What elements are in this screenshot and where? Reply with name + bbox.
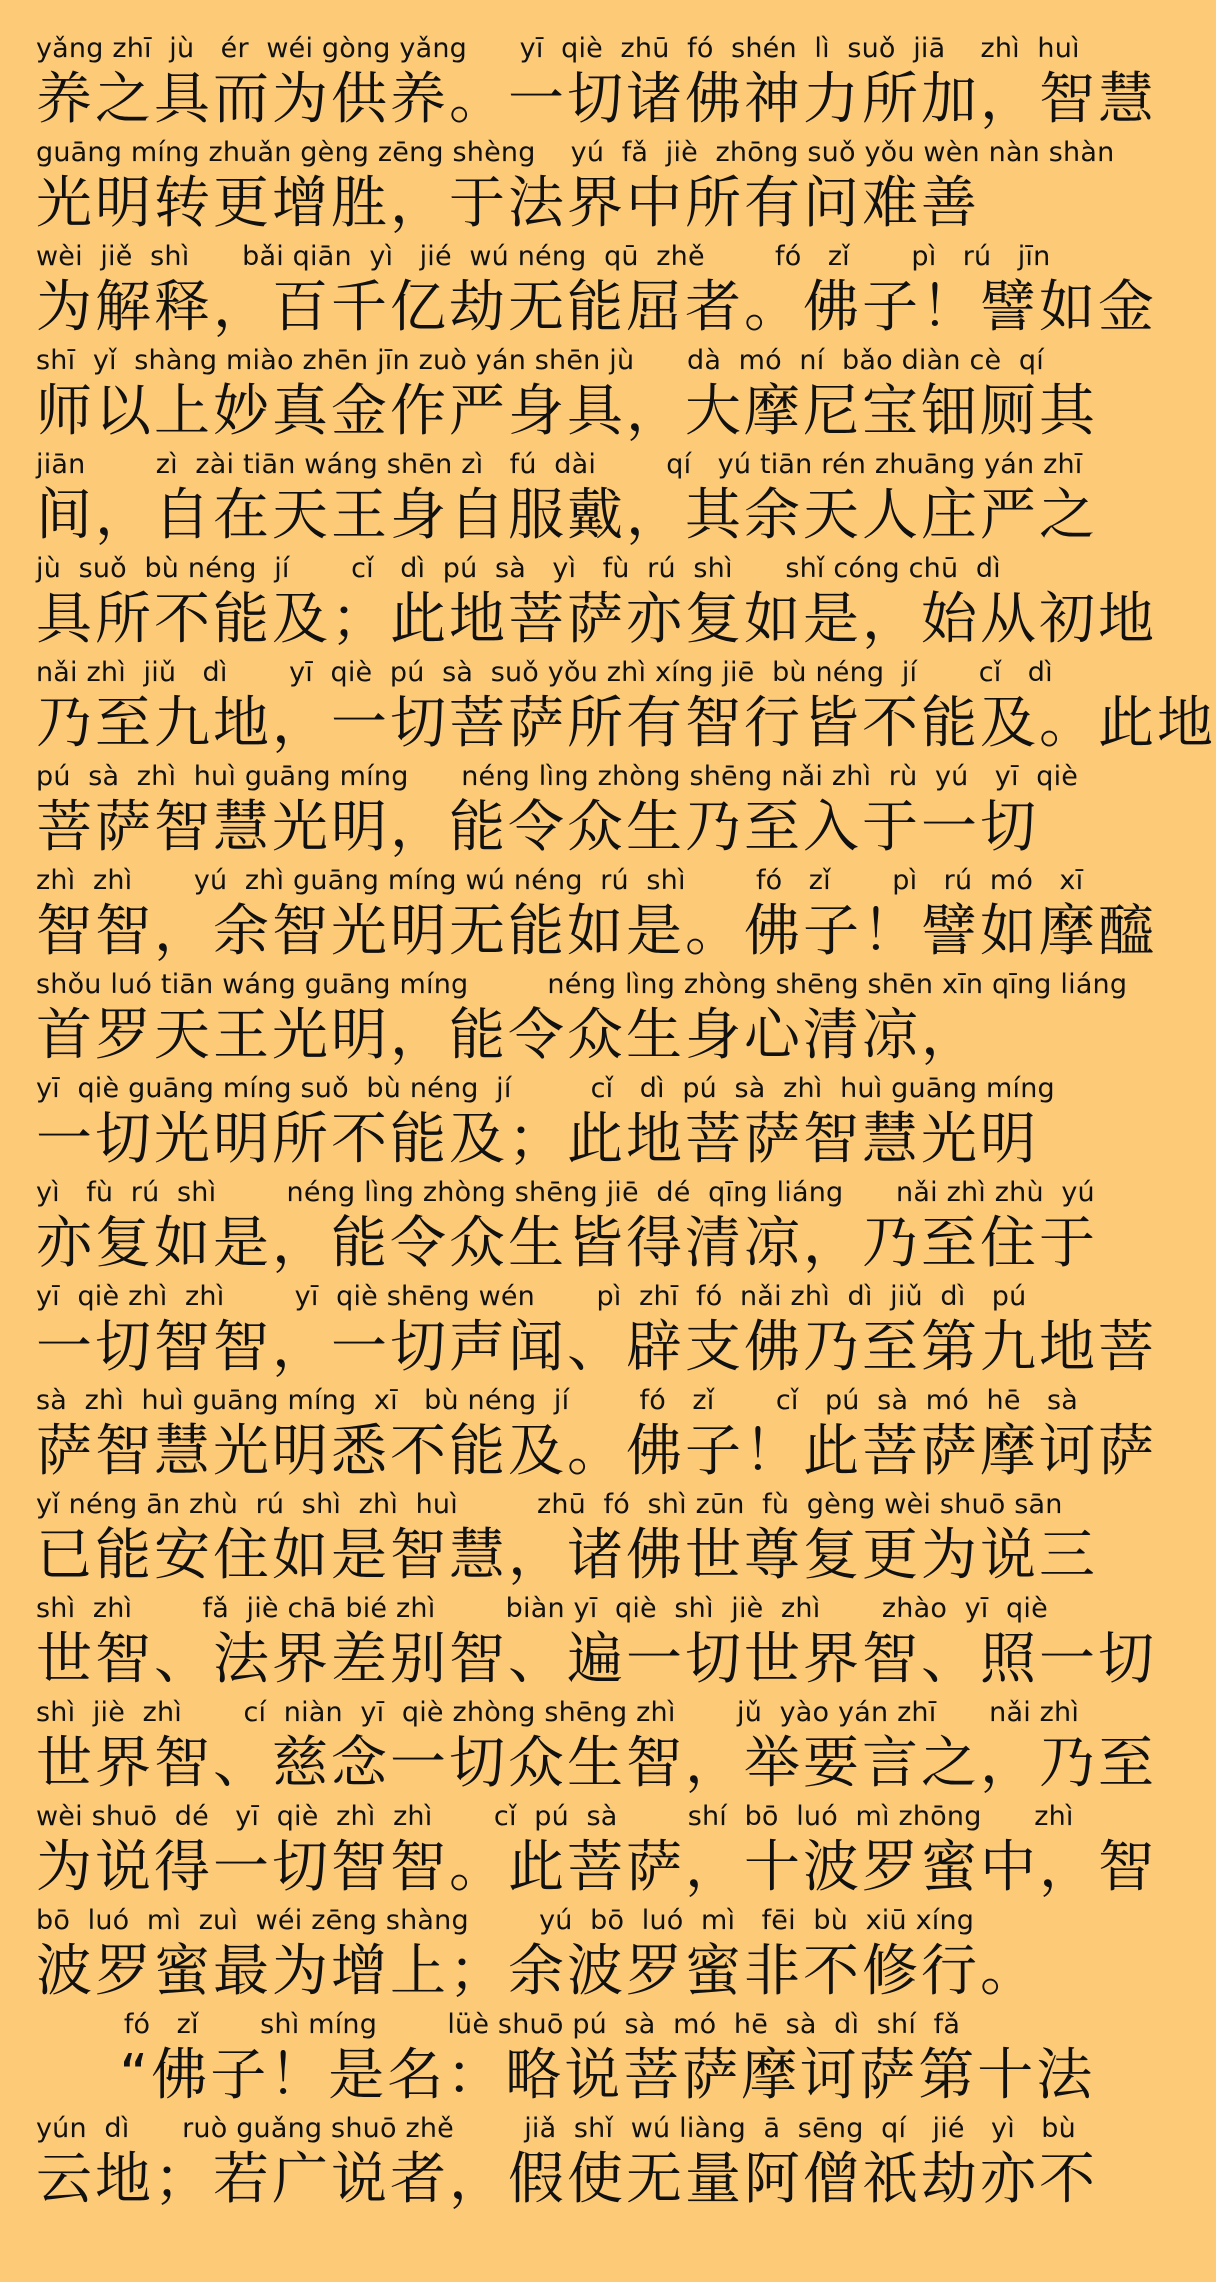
pinyin-row: jù suǒ bù néng jí cǐ dì pú sà yì fù rú shì shǐ cóng chū dì	[36, 553, 1001, 584]
hanzi-row: 为解释，百千亿劫无能屈者。佛子！譬如金	[36, 275, 1157, 340]
pinyin-row: wèi shuō dé yī qiè zhì zhì cǐ pú sà shí bō luó mì zhōng zhì	[36, 1801, 1074, 1832]
pinyin-row: pú sà zhì huì guāng míng néng lìng zhòng shēng nǎi zhì rù yú yī qiè	[36, 761, 1079, 792]
hanzi-row: 波罗蜜最为增上；余波罗蜜非不修行。	[36, 1939, 1039, 2004]
pinyin-row: yǎng zhī jù ér wéi gòng yǎng yī qiè zhū fó shén lì suǒ jiā zhì huì	[36, 33, 1080, 64]
pinyin-row: yī qiè zhì zhì yī qiè shēng wén pì zhī fó nǎi zhì dì jiǔ dì pú	[36, 1281, 1027, 1312]
hanzi-row: 已能安住如是智慧，诸佛世尊复更为说三	[36, 1523, 1098, 1588]
hanzi-row: 世界智、慈念一切众生智，举要言之，乃至	[36, 1731, 1157, 1796]
pinyin-row: bō luó mì zuì wéi zēng shàng yú bō luó mì fēi bù xiū xíng	[36, 1905, 975, 1936]
hanzi-row: 具所不能及；此地菩萨亦复如是，始从初地	[36, 587, 1157, 652]
hanzi-row: 世智、法界差别智、遍一切世界智、照一切	[36, 1627, 1157, 1692]
pinyin-row: jiān zì zài tiān wáng shēn zì fú dài qí yú tiān rén zhuāng yán zhī	[36, 449, 1083, 480]
pinyin-row: sà zhì huì guāng míng xī bù néng jí fó zǐ cǐ pú sà mó hē sà	[36, 1385, 1079, 1416]
hanzi-row: 首罗天王光明，能令众生身心清凉，	[36, 1003, 980, 1068]
pinyin-row: yī qiè guāng míng suǒ bù néng jí cǐ dì pú sà zhì huì guāng míng	[36, 1073, 1055, 1104]
hanzi-row: 一切智智，一切声闻、辟支佛乃至第九地菩	[36, 1315, 1157, 1380]
pinyin-row: shì zhì fǎ jiè chā bié zhì biàn yī qiè shì jiè zhì zhào yī qiè	[36, 1593, 1048, 1624]
pinyin-row: fó zǐ shì míng lüè shuō pú sà mó hē sà dì shí fǎ	[36, 2009, 961, 2040]
hanzi-row: 萨智慧光明悉不能及。佛子！此菩萨摩诃萨	[36, 1419, 1157, 1484]
pinyin-row: shǒu luó tiān wáng guāng míng néng lìng zhòng shēng shēn xīn qīng liáng	[36, 969, 1128, 1000]
hanzi-row: “佛子！是名：略说菩萨摩诃萨第十法	[36, 2043, 1096, 2108]
hanzi-row: 一切光明所不能及；此地菩萨智慧光明	[36, 1107, 1039, 1172]
pinyin-row: yì fù rú shì néng lìng zhòng shēng jiē dé qīng liáng nǎi zhì zhù yú	[36, 1177, 1095, 1208]
hanzi-row: 为说得一切智智。此菩萨，十波罗蜜中，智	[36, 1835, 1157, 1900]
pinyin-row: shì jiè zhì cí niàn yī qiè zhòng shēng zhì jǔ yào yán zhī nǎi zhì	[36, 1697, 1080, 1728]
pinyin-row: yǐ néng ān zhù rú shì zhì huì zhū fó shì zūn fù gèng wèi shuō sān	[36, 1489, 1063, 1520]
hanzi-row: 智智，余智光明无能如是。佛子！譬如摩醯	[36, 899, 1157, 964]
hanzi-row: 间，自在天王身自服戴，其余天人庄严之	[36, 483, 1098, 548]
pinyin-row: yún dì ruò guǎng shuō zhě jiǎ shǐ wú liàng ā sēng qí jié yì bù	[36, 2113, 1076, 2144]
pinyin-row: nǎi zhì jiǔ dì yī qiè pú sà suǒ yǒu zhì xíng jiē bù néng jí cǐ dì	[36, 657, 1053, 688]
pinyin-row: guāng míng zhuǎn gèng zēng shèng yú fǎ jiè zhōng suǒ yǒu wèn nàn shàn	[36, 137, 1115, 168]
pinyin-row: shī yǐ shàng miào zhēn jīn zuò yán shēn jù dà mó ní bǎo diàn cè qí	[36, 345, 1044, 376]
pinyin-row: zhì zhì yú zhì guāng míng wú néng rú shì fó zǐ pì rú mó xī	[36, 865, 1084, 896]
hanzi-row: 亦复如是，能令众生皆得清凉，乃至住于	[36, 1211, 1098, 1276]
pinyin-row: wèi jiě shì bǎi qiān yì jié wú néng qū zhě fó zǐ pì rú jīn	[36, 241, 1051, 272]
hanzi-row: 云地；若广说者，假使无量阿僧祇劫亦不	[36, 2147, 1098, 2212]
hanzi-row: 光明转更增胜，于法界中所有问难善	[36, 171, 980, 236]
hanzi-row: 师以上妙真金作严身具，大摩尼宝钿厕其	[36, 379, 1098, 444]
hanzi-row: 菩萨智慧光明，能令众生乃至入于一切	[36, 795, 1039, 860]
hanzi-row: 养之具而为供养。一切诸佛神力所加，智慧	[36, 67, 1157, 132]
hanzi-row: 乃至九地，一切菩萨所有智行皆不能及。此地	[36, 691, 1216, 756]
